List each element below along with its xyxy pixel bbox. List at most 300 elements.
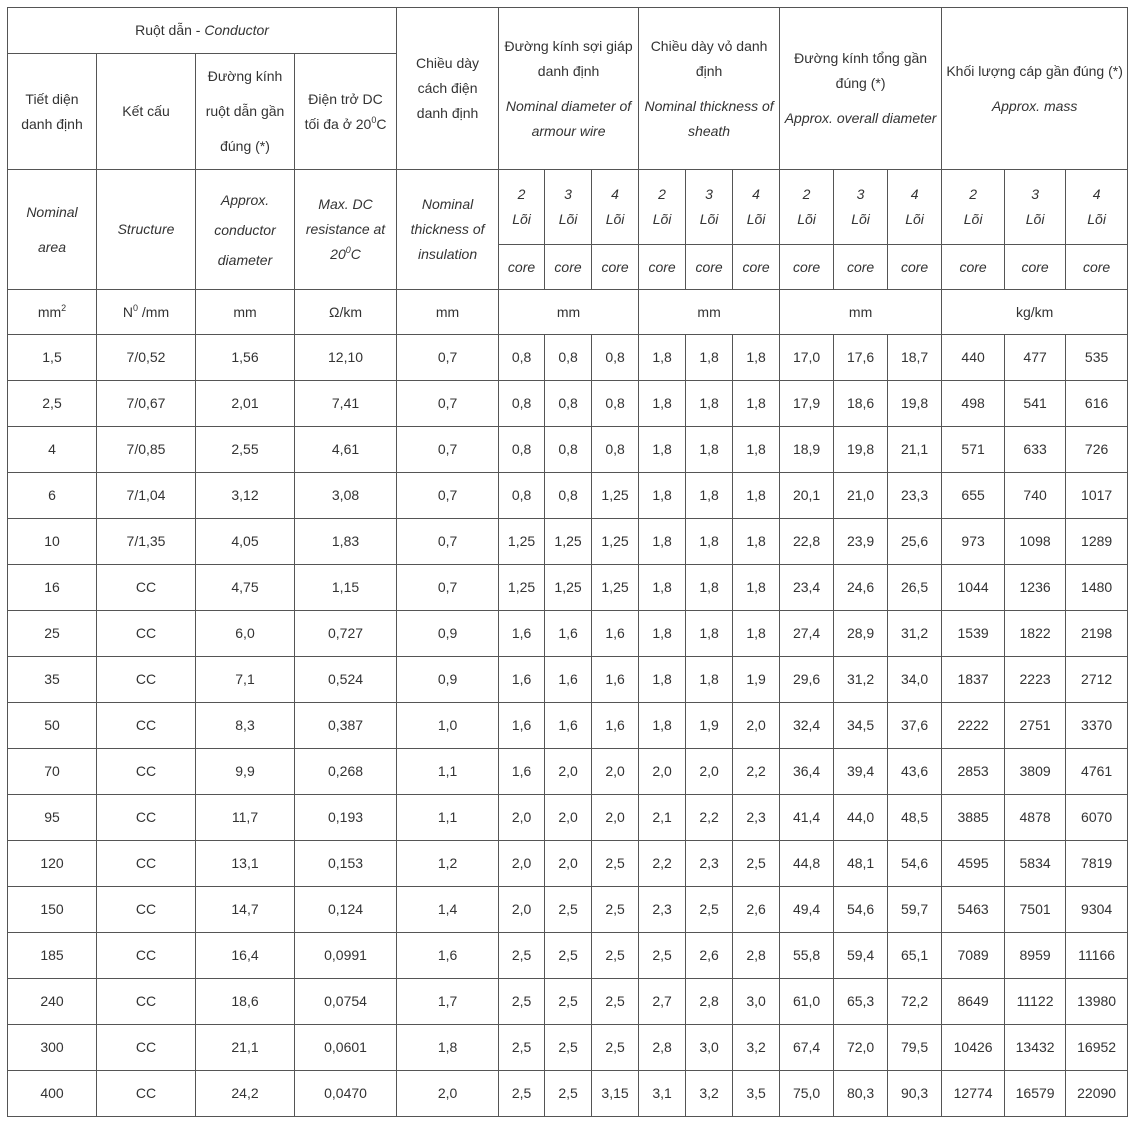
table-cell: 0,7: [397, 519, 499, 565]
table-cell: 48,1: [834, 841, 888, 887]
table-cell: 2,6: [686, 933, 733, 979]
table-cell: 2,5: [592, 887, 639, 933]
table-cell: 2,5: [545, 1025, 592, 1071]
table-cell: 11166: [1066, 933, 1128, 979]
table-cell: 973: [942, 519, 1005, 565]
table-cell: 9,9: [196, 749, 295, 795]
armour-core-2: 2 Lõi: [499, 170, 545, 245]
table-cell: 300: [8, 1025, 97, 1071]
armour-core-3-en: core: [545, 245, 592, 290]
table-cell: 1,8: [639, 427, 686, 473]
table-cell: 25: [8, 611, 97, 657]
table-cell: 7/0,67: [97, 381, 196, 427]
table-cell: 16579: [1005, 1071, 1066, 1117]
table-cell: 1,9: [686, 703, 733, 749]
unit-area: $mm^2$: [8, 290, 97, 335]
table-cell: 48,5: [888, 795, 942, 841]
table-cell: 2,0: [545, 795, 592, 841]
table-cell: 1,8: [639, 335, 686, 381]
table-cell: 0,7: [397, 427, 499, 473]
table-cell: 18,6: [196, 979, 295, 1025]
table-cell: 0,7: [397, 335, 499, 381]
table-cell: 2,5: [545, 979, 592, 1025]
table-cell: 10426: [942, 1025, 1005, 1071]
table-cell: 2,1: [639, 795, 686, 841]
table-cell: 0,8: [499, 427, 545, 473]
table-cell: 0,8: [545, 427, 592, 473]
table-cell: 21,1: [196, 1025, 295, 1071]
table-cell: 7/0,85: [97, 427, 196, 473]
table-cell: 95: [8, 795, 97, 841]
table-cell: 19,8: [888, 381, 942, 427]
table-cell: 7819: [1066, 841, 1128, 887]
table-cell: 0,524: [295, 657, 397, 703]
table-cell: 0,9: [397, 611, 499, 657]
table-cell: 9304: [1066, 887, 1128, 933]
table-cell: 4,75: [196, 565, 295, 611]
table-cell: 2,5: [499, 933, 545, 979]
table-cell: 8959: [1005, 933, 1066, 979]
sheath-core-4: 4 Lõi: [733, 170, 780, 245]
table-row: [8, 427, 1128, 473]
table-cell: 16: [8, 565, 97, 611]
table-cell: 59,7: [888, 887, 942, 933]
table-cell: 4,61: [295, 427, 397, 473]
table-cell: 11122: [1005, 979, 1066, 1025]
table-cell: 3,15: [592, 1071, 639, 1117]
table-cell: 10: [8, 519, 97, 565]
overall-core-3-en: core: [834, 245, 888, 290]
table-cell: 2,0: [592, 795, 639, 841]
mass-core-4: 4 Lõi: [1066, 170, 1128, 245]
table-cell: 6070: [1066, 795, 1128, 841]
table-cell: 6: [8, 473, 97, 519]
table-cell: 1,8: [733, 565, 780, 611]
table-cell: 0,8: [499, 381, 545, 427]
table-cell: 1,6: [592, 703, 639, 749]
diameter-header-vi: Đường kính ruột dẫn gần đúng (*): [196, 54, 295, 170]
table-cell: 0,0470: [295, 1071, 397, 1117]
table-cell: 2,5: [545, 933, 592, 979]
table-cell: 2,0: [639, 749, 686, 795]
table-cell: 2,0: [733, 703, 780, 749]
area-header-vi: Tiết diện danh định: [8, 54, 97, 170]
table-row: [8, 335, 1128, 381]
table-cell: 65,3: [834, 979, 888, 1025]
table-cell: 1,6: [499, 749, 545, 795]
table-cell: 0,9: [397, 657, 499, 703]
table-cell: 0,8: [499, 473, 545, 519]
overall-core-2: 2 Lõi: [780, 170, 834, 245]
table-cell: 5834: [1005, 841, 1066, 887]
table-cell: 29,6: [780, 657, 834, 703]
table-cell: 1,1: [397, 749, 499, 795]
table-row: [8, 1025, 1128, 1071]
table-cell: 25,6: [888, 519, 942, 565]
table-cell: 17,6: [834, 335, 888, 381]
table-cell: 3,2: [733, 1025, 780, 1071]
table-cell: 5463: [942, 887, 1005, 933]
table-cell: 19,8: [834, 427, 888, 473]
table-cell: 2712: [1066, 657, 1128, 703]
table-cell: 21,1: [888, 427, 942, 473]
mass-core-2: 2 Lõi: [942, 170, 1005, 245]
table-cell: 20,1: [780, 473, 834, 519]
table-cell: 1,8: [397, 1025, 499, 1071]
table-cell: 61,0: [780, 979, 834, 1025]
table-cell: 1,6: [545, 611, 592, 657]
resistance-header-en: Max. DC resistance at $20^0C$: [295, 170, 397, 290]
table-cell: 3,2: [686, 1071, 733, 1117]
table-cell: 3,08: [295, 473, 397, 519]
table-cell: 1,25: [592, 519, 639, 565]
table-cell: 1,8: [639, 565, 686, 611]
table-cell: 1,6: [592, 657, 639, 703]
table-cell: 2,8: [686, 979, 733, 1025]
insulation-header-vi: Chiều dày cách điện danh định: [397, 8, 499, 170]
armour-core-2-en: core: [499, 245, 545, 290]
table-cell: 2,5: [545, 1071, 592, 1117]
table-cell: 1,8: [733, 611, 780, 657]
table-cell: 0,7: [397, 473, 499, 519]
table-cell: 0,7: [397, 381, 499, 427]
table-cell: 23,9: [834, 519, 888, 565]
table-cell: 2,3: [639, 887, 686, 933]
table-cell: 1,8: [686, 611, 733, 657]
table-cell: 18,7: [888, 335, 942, 381]
table-cell: 1480: [1066, 565, 1128, 611]
conductor-group-header: Ruột dẫn - Conductor: [8, 8, 397, 54]
table-cell: 400: [8, 1071, 97, 1117]
table-cell: 39,4: [834, 749, 888, 795]
table-cell: 0,124: [295, 887, 397, 933]
table-cell: 12774: [942, 1071, 1005, 1117]
table-cell: 1,8: [639, 381, 686, 427]
table-cell: 2,8: [639, 1025, 686, 1071]
table-cell: 2,2: [639, 841, 686, 887]
table-cell: 16952: [1066, 1025, 1128, 1071]
table-cell: 1,6: [397, 933, 499, 979]
table-cell: 633: [1005, 427, 1066, 473]
table-cell: 1,7: [397, 979, 499, 1025]
table-cell: 0,193: [295, 795, 397, 841]
table-cell: 11,7: [196, 795, 295, 841]
structure-header-vi: Kết cấu: [97, 54, 196, 170]
table-cell: 2,8: [733, 933, 780, 979]
table-cell: 12,10: [295, 335, 397, 381]
insulation-header-en: Nominal thickness of insulation: [397, 170, 499, 290]
table-cell: 1017: [1066, 473, 1128, 519]
diameter-header-en: Approx. conductor diameter: [196, 170, 295, 290]
table-cell: 1539: [942, 611, 1005, 657]
armour-core-4: 4 Lõi: [592, 170, 639, 245]
table-cell: 4878: [1005, 795, 1066, 841]
table-cell: 4: [8, 427, 97, 473]
table-cell: 2,5: [592, 979, 639, 1025]
table-cell: 2751: [1005, 703, 1066, 749]
unit-overall: mm: [780, 290, 942, 335]
table-cell: 1,8: [639, 657, 686, 703]
table-cell: 0,8: [592, 427, 639, 473]
table-cell: 2,0: [499, 841, 545, 887]
table-cell: 1,8: [733, 519, 780, 565]
table-cell: 67,4: [780, 1025, 834, 1071]
table-cell: 0,8: [545, 335, 592, 381]
table-cell: 31,2: [834, 657, 888, 703]
table-cell: 2,01: [196, 381, 295, 427]
table-cell: 80,3: [834, 1071, 888, 1117]
table-cell: 3809: [1005, 749, 1066, 795]
table-cell: 59,4: [834, 933, 888, 979]
table-body: [8, 335, 1128, 1117]
table-cell: 1,56: [196, 335, 295, 381]
table-cell: 34,5: [834, 703, 888, 749]
table-cell: 2,0: [499, 795, 545, 841]
table-cell: 2,2: [733, 749, 780, 795]
table-row: [8, 979, 1128, 1025]
table-cell: 13,1: [196, 841, 295, 887]
overall-diameter-header: Đường kính tổng gần đúng (*) Approx. overall diameter: [780, 8, 942, 170]
table-cell: 1044: [942, 565, 1005, 611]
table-row: [8, 749, 1128, 795]
table-cell: 185: [8, 933, 97, 979]
table-cell: 1236: [1005, 565, 1066, 611]
table-row: [8, 933, 1128, 979]
table-cell: 4761: [1066, 749, 1128, 795]
table-cell: 3,0: [733, 979, 780, 1025]
table-cell: 1098: [1005, 519, 1066, 565]
table-cell: 0,8: [499, 335, 545, 381]
table-cell: 1,8: [686, 519, 733, 565]
unit-resistance: Ω/km: [295, 290, 397, 335]
table-cell: 726: [1066, 427, 1128, 473]
table-cell: 2,5: [499, 1071, 545, 1117]
table-cell: 49,4: [780, 887, 834, 933]
table-cell: 7/0,52: [97, 335, 196, 381]
table-cell: 1,8: [639, 611, 686, 657]
table-cell: 2,5: [499, 1025, 545, 1071]
table-cell: 0,8: [545, 473, 592, 519]
table-cell: 655: [942, 473, 1005, 519]
table-cell: 0,153: [295, 841, 397, 887]
table-row: [8, 473, 1128, 519]
table-cell: 13980: [1066, 979, 1128, 1025]
table-cell: 0,0991: [295, 933, 397, 979]
unit-sheath: mm: [639, 290, 780, 335]
overall-core-2-en: core: [780, 245, 834, 290]
table-cell: 14,7: [196, 887, 295, 933]
table-row: [8, 611, 1128, 657]
table-cell: 3370: [1066, 703, 1128, 749]
table-row: [8, 1071, 1128, 1117]
table-cell: 2,2: [686, 795, 733, 841]
table-cell: 0,387: [295, 703, 397, 749]
table-cell: 70: [8, 749, 97, 795]
table-cell: 1,8: [686, 565, 733, 611]
table-row: [8, 381, 1128, 427]
table-cell: 44,0: [834, 795, 888, 841]
table-cell: 2,0: [499, 887, 545, 933]
armour-core-3: 3 Lõi: [545, 170, 592, 245]
table-cell: 65,1: [888, 933, 942, 979]
table-cell: 2,5: [499, 979, 545, 1025]
table-cell: 34,0: [888, 657, 942, 703]
table-cell: 22,8: [780, 519, 834, 565]
table-cell: CC: [97, 657, 196, 703]
table-cell: 1,8: [686, 335, 733, 381]
table-cell: 23,3: [888, 473, 942, 519]
structure-header-en: Structure: [97, 170, 196, 290]
table-cell: 0,8: [592, 335, 639, 381]
sheath-core-3: 3 Lõi: [686, 170, 733, 245]
unit-mass: kg/km: [942, 290, 1128, 335]
table-cell: 2,5: [592, 933, 639, 979]
table-cell: 1,8: [733, 473, 780, 519]
table-cell: 2,5: [592, 841, 639, 887]
table-cell: 18,6: [834, 381, 888, 427]
table-cell: 3,0: [686, 1025, 733, 1071]
table-cell: CC: [97, 749, 196, 795]
table-cell: 75,0: [780, 1071, 834, 1117]
table-cell: 2,5: [639, 933, 686, 979]
table-cell: 2,5: [686, 887, 733, 933]
table-cell: 1,8: [639, 703, 686, 749]
table-cell: 79,5: [888, 1025, 942, 1071]
table-cell: 2,6: [733, 887, 780, 933]
table-cell: 1,8: [733, 335, 780, 381]
table-cell: 2,7: [639, 979, 686, 1025]
table-cell: 0,8: [592, 381, 639, 427]
table-cell: CC: [97, 933, 196, 979]
table-cell: 535: [1066, 335, 1128, 381]
cable-spec-table-container: [7, 7, 1128, 1117]
table-cell: 37,6: [888, 703, 942, 749]
table-row: [8, 519, 1128, 565]
table-cell: 8,3: [196, 703, 295, 749]
table-cell: 1,8: [639, 473, 686, 519]
table-cell: 4,05: [196, 519, 295, 565]
table-cell: 1,6: [545, 657, 592, 703]
units-row: [8, 290, 1128, 335]
table-cell: CC: [97, 979, 196, 1025]
table-cell: 27,4: [780, 611, 834, 657]
table-cell: 2,0: [592, 749, 639, 795]
table-cell: 1,6: [499, 611, 545, 657]
table-cell: 28,9: [834, 611, 888, 657]
table-cell: 0,268: [295, 749, 397, 795]
table-cell: 3,1: [639, 1071, 686, 1117]
sheath-header: Chiều dày vỏ danh định Nominal thickness of sheath: [639, 8, 780, 170]
table-cell: 2198: [1066, 611, 1128, 657]
table-cell: 24,2: [196, 1071, 295, 1117]
table-cell: 26,5: [888, 565, 942, 611]
table-cell: 3,12: [196, 473, 295, 519]
table-cell: 1,1: [397, 795, 499, 841]
table-cell: 18,9: [780, 427, 834, 473]
table-cell: 17,9: [780, 381, 834, 427]
table-cell: 0,0754: [295, 979, 397, 1025]
table-cell: 1,25: [592, 473, 639, 519]
table-cell: 240: [8, 979, 97, 1025]
table-cell: 1,4: [397, 887, 499, 933]
unit-diameter: mm: [196, 290, 295, 335]
table-cell: 2,5: [545, 887, 592, 933]
table-cell: CC: [97, 1071, 196, 1117]
sheath-core-4-en: core: [733, 245, 780, 290]
table-row: [8, 565, 1128, 611]
table-cell: 54,6: [888, 841, 942, 887]
table-cell: 2,0: [686, 749, 733, 795]
table-cell: 0,7: [397, 565, 499, 611]
table-cell: 35: [8, 657, 97, 703]
table-cell: 0,727: [295, 611, 397, 657]
mass-core-3: 3 Lõi: [1005, 170, 1066, 245]
table-cell: 1,15: [295, 565, 397, 611]
table-cell: 50: [8, 703, 97, 749]
table-cell: 72,0: [834, 1025, 888, 1071]
table-cell: 2,0: [545, 749, 592, 795]
table-cell: CC: [97, 565, 196, 611]
sheath-core-2: 2 Lõi: [639, 170, 686, 245]
table-cell: 7501: [1005, 887, 1066, 933]
table-cell: 7/1,35: [97, 519, 196, 565]
table-cell: CC: [97, 887, 196, 933]
table-cell: 16,4: [196, 933, 295, 979]
table-cell: 32,4: [780, 703, 834, 749]
table-cell: 1,25: [592, 565, 639, 611]
table-cell: 1,6: [592, 611, 639, 657]
table-cell: CC: [97, 841, 196, 887]
table-cell: 7,41: [295, 381, 397, 427]
overall-core-4: 4 Lõi: [888, 170, 942, 245]
table-cell: 2223: [1005, 657, 1066, 703]
table-cell: 7/1,04: [97, 473, 196, 519]
table-cell: 616: [1066, 381, 1128, 427]
table-cell: 55,8: [780, 933, 834, 979]
table-cell: 8649: [942, 979, 1005, 1025]
table-cell: 0,0601: [295, 1025, 397, 1071]
table-row: [8, 703, 1128, 749]
table-cell: 6,0: [196, 611, 295, 657]
table-cell: 2,3: [686, 841, 733, 887]
table-cell: 0,8: [545, 381, 592, 427]
table-cell: 2,5: [592, 1025, 639, 1071]
mass-core-3-en: core: [1005, 245, 1066, 290]
table-cell: 3885: [942, 795, 1005, 841]
table-cell: 72,2: [888, 979, 942, 1025]
table-cell: 740: [1005, 473, 1066, 519]
table-cell: 1,8: [686, 473, 733, 519]
header-row-3: [8, 170, 1128, 245]
table-cell: 477: [1005, 335, 1066, 381]
table-row: [8, 841, 1128, 887]
table-row: [8, 887, 1128, 933]
table-cell: 1,25: [499, 519, 545, 565]
table-cell: 1,5: [8, 335, 97, 381]
table-cell: 7,1: [196, 657, 295, 703]
armour-header: Đường kính sợi giáp danh định Nominal diameter of armour wire: [499, 8, 639, 170]
table-cell: 1,25: [545, 519, 592, 565]
table-cell: 2,3: [733, 795, 780, 841]
table-cell: 1,8: [686, 427, 733, 473]
mass-core-2-en: core: [942, 245, 1005, 290]
table-cell: 150: [8, 887, 97, 933]
header-row-1: [8, 8, 1128, 54]
table-cell: 1,83: [295, 519, 397, 565]
table-cell: 1,25: [499, 565, 545, 611]
table-cell: 4595: [942, 841, 1005, 887]
table-cell: 1,9: [733, 657, 780, 703]
